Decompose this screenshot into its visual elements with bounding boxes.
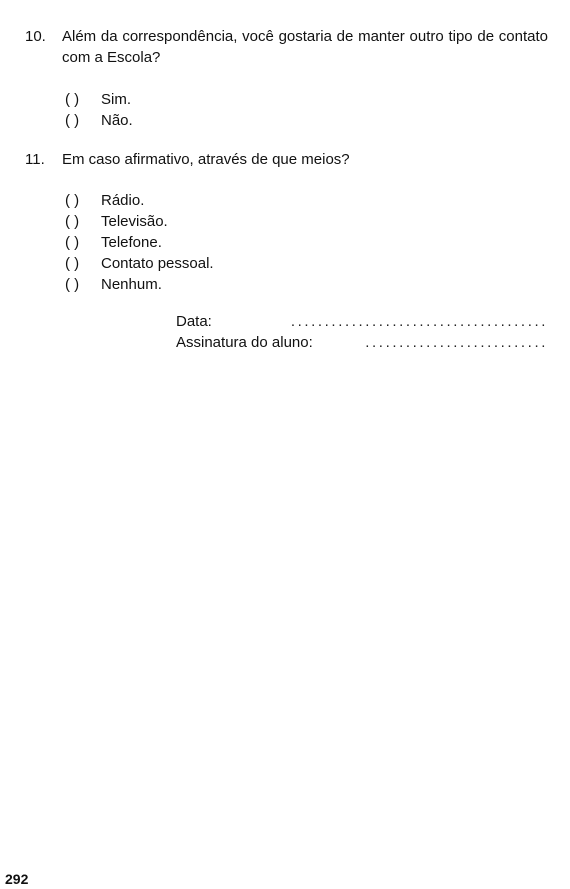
option-label: Nenhum.: [101, 276, 162, 293]
option-label: Televisão.: [101, 213, 168, 230]
date-field[interactable]: ......................................: [290, 313, 548, 330]
option-label: Não.: [101, 112, 133, 129]
option-label: Contato pessoal.: [101, 255, 214, 272]
question-number: 11.: [25, 151, 45, 168]
question-number: 10.: [25, 28, 46, 45]
option-label: Sim.: [101, 91, 131, 108]
option-checkbox[interactable]: ( ): [65, 213, 80, 230]
page-number: 292: [5, 871, 29, 887]
option-checkbox[interactable]: ( ): [65, 276, 80, 293]
student-signature-label: Assinatura do aluno:: [176, 334, 313, 351]
option-checkbox[interactable]: ( ): [65, 255, 80, 272]
question-text: Em caso afirmativo, através de que meios?: [62, 151, 350, 168]
student-signature-field[interactable]: ...........................: [365, 334, 548, 351]
option-label: Rádio.: [101, 192, 145, 209]
option-label: Telefone.: [101, 234, 162, 251]
option-checkbox[interactable]: ( ): [65, 234, 80, 251]
option-checkbox[interactable]: ( ): [65, 192, 80, 209]
question-text: Além da correspondência, você gostaria de manter outro tipo de contato com a Escola?: [62, 28, 548, 66]
date-label: Data:: [176, 313, 212, 330]
option-checkbox[interactable]: ( ): [65, 112, 80, 129]
option-checkbox[interactable]: ( ): [65, 91, 80, 108]
